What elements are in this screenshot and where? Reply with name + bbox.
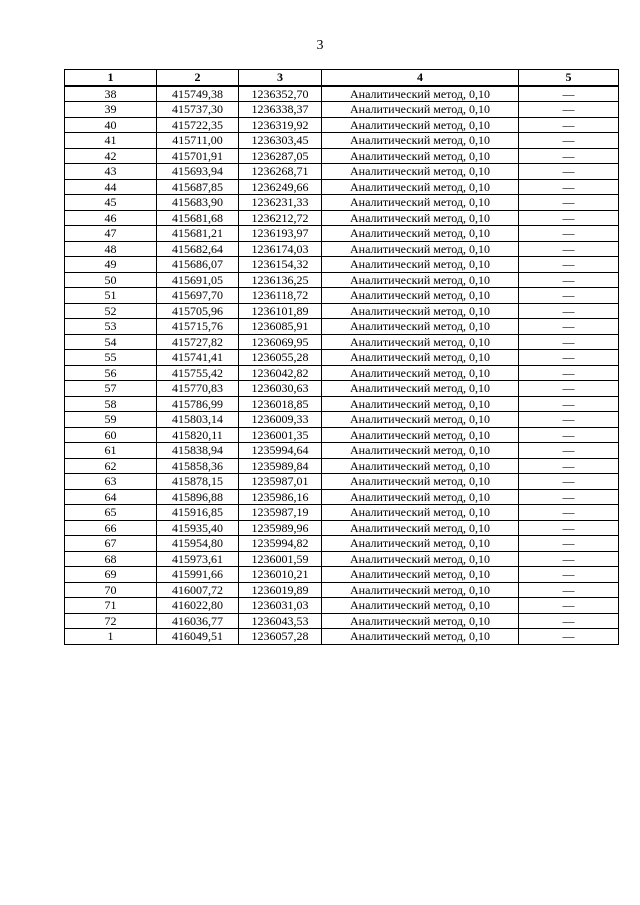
table-row (65, 272, 619, 288)
x-coordinate-cell: 415701,91 (157, 148, 239, 164)
note-cell: — (519, 505, 619, 521)
table-row (65, 319, 619, 335)
note-cell: — (519, 536, 619, 552)
x-coordinate-cell: 415878,15 (157, 474, 239, 490)
table-row (65, 474, 619, 490)
point-number-cell: 41 (65, 133, 157, 149)
table-row (65, 567, 619, 583)
y-coordinate-cell: 1236118,72 (239, 288, 322, 304)
table-row (65, 148, 619, 164)
x-coordinate-cell: 415681,21 (157, 226, 239, 242)
point-number-cell: 62 (65, 458, 157, 474)
note-cell: — (519, 567, 619, 583)
point-number-cell: 60 (65, 427, 157, 443)
point-number-cell: 50 (65, 272, 157, 288)
method-cell: Аналитический метод, 0,10 (322, 520, 519, 536)
method-cell: Аналитический метод, 0,10 (322, 334, 519, 350)
x-coordinate-cell: 415705,96 (157, 303, 239, 319)
x-coordinate-cell: 415838,94 (157, 443, 239, 459)
x-coordinate-cell: 415991,66 (157, 567, 239, 583)
method-cell: Аналитический метод, 0,10 (322, 272, 519, 288)
x-coordinate-cell: 416007,72 (157, 582, 239, 598)
x-coordinate-cell: 416022,80 (157, 598, 239, 614)
point-number-cell: 59 (65, 412, 157, 428)
column-header-4: 4 (322, 70, 519, 86)
table-row (65, 288, 619, 304)
note-cell: — (519, 443, 619, 459)
y-coordinate-cell: 1236338,37 (239, 102, 322, 118)
table-row (65, 117, 619, 133)
y-coordinate-cell: 1235994,64 (239, 443, 322, 459)
table-row (65, 412, 619, 428)
point-number-cell: 40 (65, 117, 157, 133)
note-cell: — (519, 381, 619, 397)
table-header-row (65, 70, 619, 86)
y-coordinate-cell: 1236010,21 (239, 567, 322, 583)
y-coordinate-cell: 1236319,92 (239, 117, 322, 133)
table-row (65, 396, 619, 412)
method-cell: Аналитический метод, 0,10 (322, 613, 519, 629)
point-number-cell: 68 (65, 551, 157, 567)
y-coordinate-cell: 1236193,97 (239, 226, 322, 242)
y-coordinate-cell: 1236212,72 (239, 210, 322, 226)
x-coordinate-cell: 415686,07 (157, 257, 239, 273)
point-number-cell: 38 (65, 86, 157, 102)
method-cell: Аналитический метод, 0,10 (322, 241, 519, 257)
y-coordinate-cell: 1236101,89 (239, 303, 322, 319)
x-coordinate-cell: 415755,42 (157, 365, 239, 381)
method-cell: Аналитический метод, 0,10 (322, 86, 519, 102)
table-row (65, 613, 619, 629)
column-header-5: 5 (519, 70, 619, 86)
y-coordinate-cell: 1236069,95 (239, 334, 322, 350)
point-number-cell: 57 (65, 381, 157, 397)
note-cell: — (519, 303, 619, 319)
method-cell: Аналитический метод, 0,10 (322, 396, 519, 412)
point-number-cell: 70 (65, 582, 157, 598)
y-coordinate-cell: 1236085,91 (239, 319, 322, 335)
y-coordinate-cell: 1236042,82 (239, 365, 322, 381)
method-cell: Аналитический метод, 0,10 (322, 365, 519, 381)
table-row (65, 551, 619, 567)
x-coordinate-cell: 415749,38 (157, 86, 239, 102)
x-coordinate-cell: 415681,68 (157, 210, 239, 226)
note-cell: — (519, 164, 619, 180)
method-cell: Аналитический метод, 0,10 (322, 536, 519, 552)
point-number-cell: 45 (65, 195, 157, 211)
method-cell: Аналитический метод, 0,10 (322, 551, 519, 567)
x-coordinate-cell: 415715,76 (157, 319, 239, 335)
x-coordinate-cell: 415973,61 (157, 551, 239, 567)
point-number-cell: 49 (65, 257, 157, 273)
method-cell: Аналитический метод, 0,10 (322, 102, 519, 118)
table-row (65, 210, 619, 226)
y-coordinate-cell: 1236303,45 (239, 133, 322, 149)
point-number-cell: 69 (65, 567, 157, 583)
point-number-cell: 1 (65, 629, 157, 645)
note-cell: — (519, 474, 619, 490)
point-number-cell: 44 (65, 179, 157, 195)
column-header-2: 2 (157, 70, 239, 86)
table-row (65, 226, 619, 242)
method-cell: Аналитический метод, 0,10 (322, 210, 519, 226)
table-row (65, 598, 619, 614)
y-coordinate-cell: 1236043,53 (239, 613, 322, 629)
table-row (65, 458, 619, 474)
y-coordinate-cell: 1236019,89 (239, 582, 322, 598)
point-number-cell: 51 (65, 288, 157, 304)
y-coordinate-cell: 1235986,16 (239, 489, 322, 505)
table-row (65, 350, 619, 366)
table-row (65, 582, 619, 598)
y-coordinate-cell: 1236231,33 (239, 195, 322, 211)
note-cell: — (519, 195, 619, 211)
note-cell: — (519, 226, 619, 242)
method-cell: Аналитический метод, 0,10 (322, 257, 519, 273)
table-row (65, 164, 619, 180)
x-coordinate-cell: 415727,82 (157, 334, 239, 350)
y-coordinate-cell: 1235987,01 (239, 474, 322, 490)
method-cell: Аналитический метод, 0,10 (322, 179, 519, 195)
point-number-cell: 64 (65, 489, 157, 505)
y-coordinate-cell: 1236154,32 (239, 257, 322, 273)
note-cell: — (519, 319, 619, 335)
y-coordinate-cell: 1236268,71 (239, 164, 322, 180)
y-coordinate-cell: 1236287,05 (239, 148, 322, 164)
note-cell: — (519, 334, 619, 350)
y-coordinate-cell: 1235987,19 (239, 505, 322, 521)
point-number-cell: 56 (65, 365, 157, 381)
table-row (65, 86, 619, 102)
note-cell: — (519, 458, 619, 474)
method-cell: Аналитический метод, 0,10 (322, 412, 519, 428)
x-coordinate-cell: 415683,90 (157, 195, 239, 211)
note-cell: — (519, 117, 619, 133)
method-cell: Аналитический метод, 0,10 (322, 133, 519, 149)
note-cell: — (519, 629, 619, 645)
y-coordinate-cell: 1235989,84 (239, 458, 322, 474)
column-header-1: 1 (65, 70, 157, 86)
method-cell: Аналитический метод, 0,10 (322, 148, 519, 164)
point-number-cell: 47 (65, 226, 157, 242)
point-number-cell: 71 (65, 598, 157, 614)
method-cell: Аналитический метод, 0,10 (322, 489, 519, 505)
point-number-cell: 63 (65, 474, 157, 490)
point-number-cell: 39 (65, 102, 157, 118)
y-coordinate-cell: 1236031,03 (239, 598, 322, 614)
table-row (65, 241, 619, 257)
x-coordinate-cell: 415687,85 (157, 179, 239, 195)
point-number-cell: 58 (65, 396, 157, 412)
x-coordinate-cell: 415935,40 (157, 520, 239, 536)
x-coordinate-cell: 416049,51 (157, 629, 239, 645)
point-number-cell: 72 (65, 613, 157, 629)
x-coordinate-cell: 415820,11 (157, 427, 239, 443)
note-cell: — (519, 102, 619, 118)
point-number-cell: 61 (65, 443, 157, 459)
method-cell: Аналитический метод, 0,10 (322, 567, 519, 583)
y-coordinate-cell: 1236174,03 (239, 241, 322, 257)
table-row (65, 505, 619, 521)
y-coordinate-cell: 1236057,28 (239, 629, 322, 645)
x-coordinate-cell: 416036,77 (157, 613, 239, 629)
table-row (65, 334, 619, 350)
point-number-cell: 66 (65, 520, 157, 536)
y-coordinate-cell: 1236136,25 (239, 272, 322, 288)
note-cell: — (519, 350, 619, 366)
point-number-cell: 43 (65, 164, 157, 180)
x-coordinate-cell: 415741,41 (157, 350, 239, 366)
x-coordinate-cell: 415858,36 (157, 458, 239, 474)
note-cell: — (519, 272, 619, 288)
method-cell: Аналитический метод, 0,10 (322, 582, 519, 598)
y-coordinate-cell: 1236030,63 (239, 381, 322, 397)
table-row (65, 536, 619, 552)
x-coordinate-cell: 415786,99 (157, 396, 239, 412)
note-cell: — (519, 551, 619, 567)
note-cell: — (519, 179, 619, 195)
y-coordinate-cell: 1236055,28 (239, 350, 322, 366)
point-number-cell: 54 (65, 334, 157, 350)
y-coordinate-cell: 1236009,33 (239, 412, 322, 428)
method-cell: Аналитический метод, 0,10 (322, 226, 519, 242)
point-number-cell: 46 (65, 210, 157, 226)
point-number-cell: 52 (65, 303, 157, 319)
x-coordinate-cell: 415916,85 (157, 505, 239, 521)
note-cell: — (519, 241, 619, 257)
note-cell: — (519, 412, 619, 428)
table-row (65, 365, 619, 381)
x-coordinate-cell: 415770,83 (157, 381, 239, 397)
table-row (65, 102, 619, 118)
note-cell: — (519, 396, 619, 412)
table-row (65, 427, 619, 443)
x-coordinate-cell: 415693,94 (157, 164, 239, 180)
table-row (65, 381, 619, 397)
method-cell: Аналитический метод, 0,10 (322, 474, 519, 490)
note-cell: — (519, 133, 619, 149)
point-number-cell: 42 (65, 148, 157, 164)
coordinates-table (64, 69, 619, 645)
x-coordinate-cell: 415691,05 (157, 272, 239, 288)
method-cell: Аналитический метод, 0,10 (322, 288, 519, 304)
method-cell: Аналитический метод, 0,10 (322, 443, 519, 459)
note-cell: — (519, 427, 619, 443)
method-cell: Аналитический метод, 0,10 (322, 117, 519, 133)
method-cell: Аналитический метод, 0,10 (322, 458, 519, 474)
y-coordinate-cell: 1236018,85 (239, 396, 322, 412)
method-cell: Аналитический метод, 0,10 (322, 195, 519, 211)
method-cell: Аналитический метод, 0,10 (322, 427, 519, 443)
x-coordinate-cell: 415711,00 (157, 133, 239, 149)
note-cell: — (519, 210, 619, 226)
x-coordinate-cell: 415896,88 (157, 489, 239, 505)
table-row (65, 489, 619, 505)
table-row (65, 257, 619, 273)
method-cell: Аналитический метод, 0,10 (322, 505, 519, 521)
y-coordinate-cell: 1235989,96 (239, 520, 322, 536)
table-row (65, 520, 619, 536)
note-cell: — (519, 598, 619, 614)
note-cell: — (519, 613, 619, 629)
point-number-cell: 53 (65, 319, 157, 335)
x-coordinate-cell: 415682,64 (157, 241, 239, 257)
y-coordinate-cell: 1236352,70 (239, 86, 322, 102)
note-cell: — (519, 288, 619, 304)
x-coordinate-cell: 415697,70 (157, 288, 239, 304)
note-cell: — (519, 148, 619, 164)
y-coordinate-cell: 1236001,35 (239, 427, 322, 443)
page-number: 3 (316, 38, 324, 53)
table-row (65, 443, 619, 459)
table-row (65, 179, 619, 195)
method-cell: Аналитический метод, 0,10 (322, 164, 519, 180)
point-number-cell: 67 (65, 536, 157, 552)
method-cell: Аналитический метод, 0,10 (322, 381, 519, 397)
point-number-cell: 65 (65, 505, 157, 521)
table-row (65, 629, 619, 645)
method-cell: Аналитический метод, 0,10 (322, 598, 519, 614)
method-cell: Аналитический метод, 0,10 (322, 319, 519, 335)
table-row (65, 133, 619, 149)
note-cell: — (519, 257, 619, 273)
x-coordinate-cell: 415803,14 (157, 412, 239, 428)
y-coordinate-cell: 1235994,82 (239, 536, 322, 552)
table-row (65, 195, 619, 211)
method-cell: Аналитический метод, 0,10 (322, 629, 519, 645)
note-cell: — (519, 582, 619, 598)
point-number-cell: 48 (65, 241, 157, 257)
note-cell: — (519, 489, 619, 505)
note-cell: — (519, 520, 619, 536)
point-number-cell: 55 (65, 350, 157, 366)
method-cell: Аналитический метод, 0,10 (322, 303, 519, 319)
method-cell: Аналитический метод, 0,10 (322, 350, 519, 366)
column-header-3: 3 (239, 70, 322, 86)
x-coordinate-cell: 415954,80 (157, 536, 239, 552)
x-coordinate-cell: 415722,35 (157, 117, 239, 133)
x-coordinate-cell: 415737,30 (157, 102, 239, 118)
table-body (65, 86, 619, 645)
y-coordinate-cell: 1236249,66 (239, 179, 322, 195)
table-row (65, 303, 619, 319)
y-coordinate-cell: 1236001,59 (239, 551, 322, 567)
note-cell: — (519, 86, 619, 102)
note-cell: — (519, 365, 619, 381)
